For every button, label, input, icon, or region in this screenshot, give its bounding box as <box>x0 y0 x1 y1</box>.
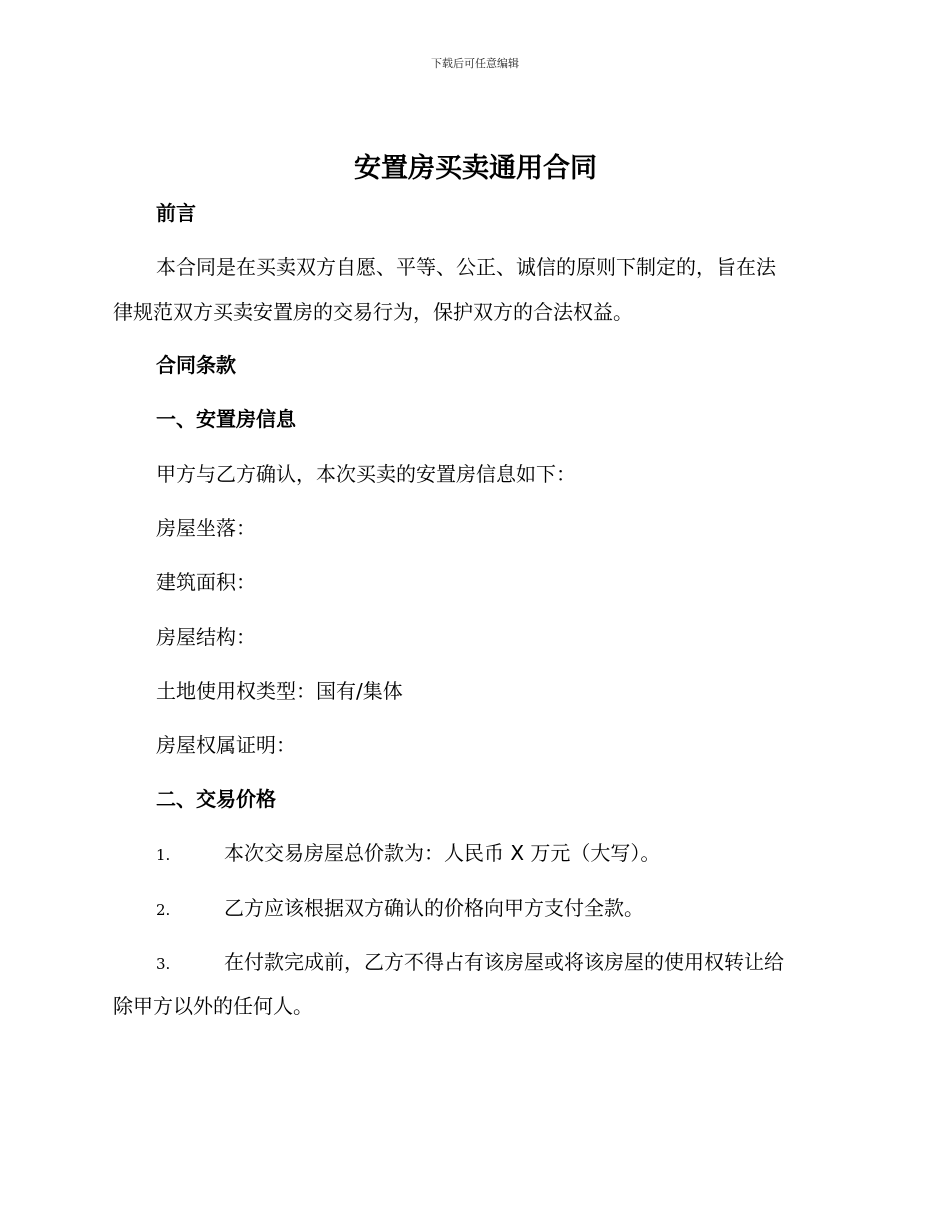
list-item-number: 1. <box>156 846 171 864</box>
list-item-number: 3. <box>156 955 171 973</box>
field-house-structure: 房屋结构： <box>156 625 256 649</box>
list-item-continuation: 除甲方以外的任何人。 <box>113 994 313 1018</box>
page-header-note: 下载后可任意编辑 <box>431 57 519 70</box>
list-item <box>156 949 784 978</box>
list-item-number: 2. <box>156 901 171 919</box>
document-title: 安置房买卖通用合同 <box>354 153 597 184</box>
document-body <box>113 148 838 1018</box>
preface-paragraph-line-2: 律规范双方买卖安置房的交易行为，保护双方的合法权益。 <box>113 300 633 324</box>
field-house-location: 房屋坐落： <box>156 516 256 540</box>
preface-heading: 前言 <box>156 201 196 225</box>
list-item-text: 在付款完成前，乙方不得占有该房屋或将该房屋的使用权转让给 <box>224 950 784 974</box>
terms-heading: 合同条款 <box>156 353 236 377</box>
field-land-use-right-type: 土地使用权类型：国有/集体 <box>156 679 403 703</box>
list-item-text: 乙方应该根据双方确认的价格向甲方支付全款。 <box>224 896 644 920</box>
section-1-intro: 甲方与乙方确认，本次买卖的安置房信息如下： <box>156 462 576 486</box>
list-item-text: 本次交易房屋总价款为：人民币 X 万元（大写）。 <box>224 841 661 865</box>
field-ownership-certificate: 房屋权属证明： <box>156 733 296 757</box>
field-floor-area: 建筑面积： <box>156 570 256 594</box>
section-2-heading: 二、交易价格 <box>156 787 276 811</box>
section-1-heading: 一、安置房信息 <box>156 407 296 431</box>
preface-paragraph-line-1: 本合同是在买卖双方自愿、平等、公正、诚信的原则下制定的，旨在法 <box>156 255 776 279</box>
list-item <box>156 895 644 924</box>
list-item <box>156 840 660 869</box>
